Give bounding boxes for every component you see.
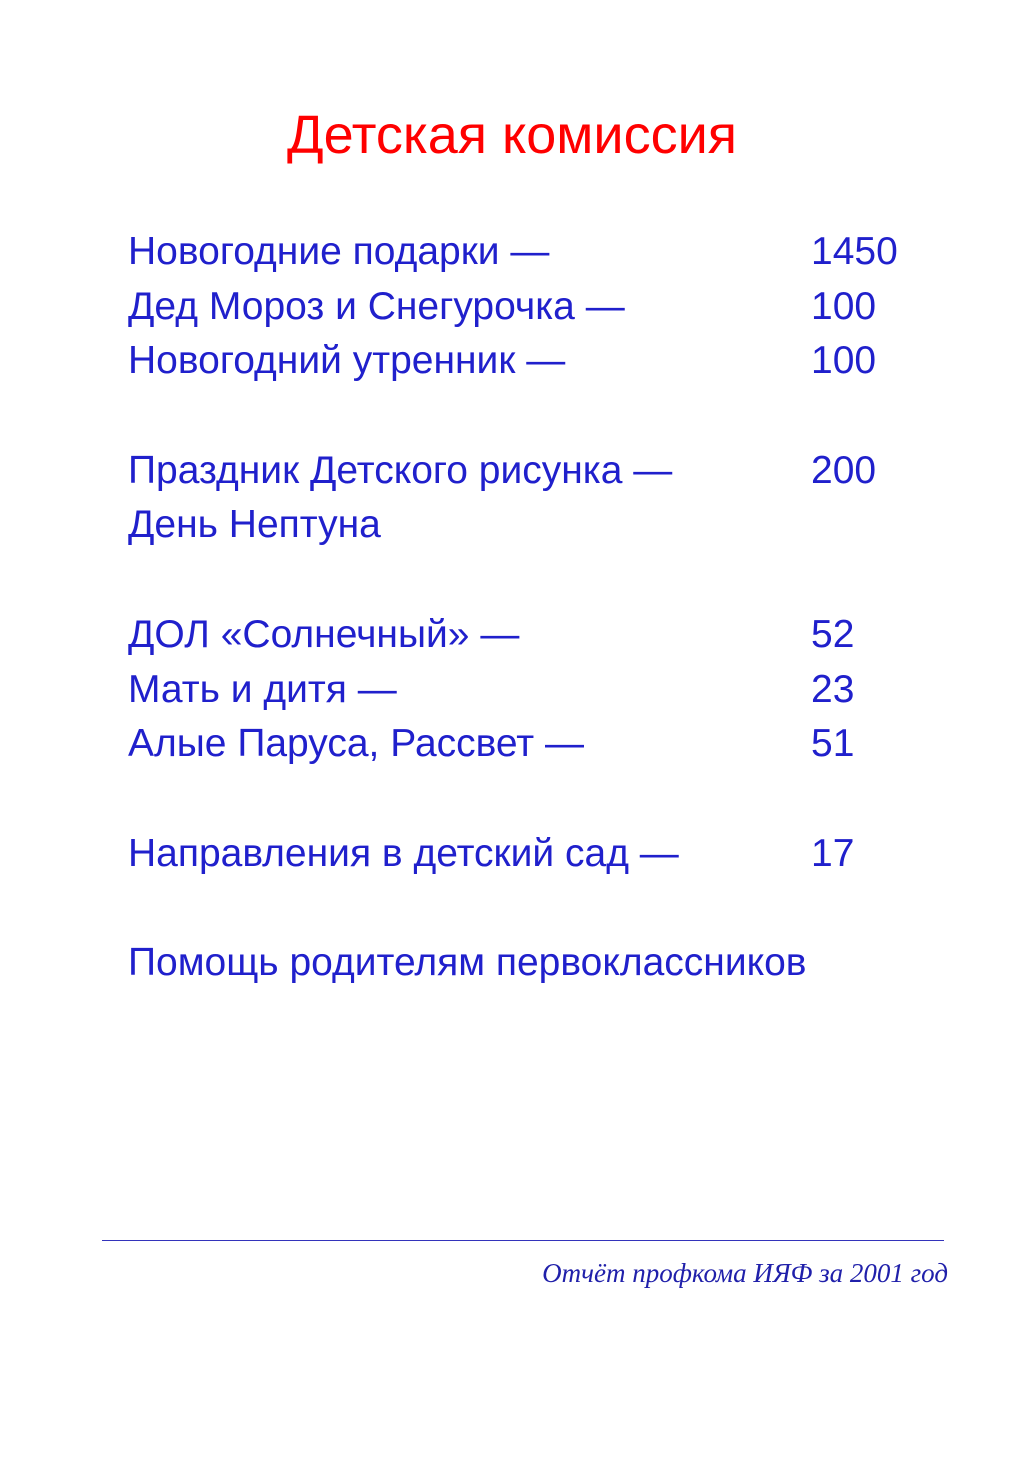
list-item bbox=[128, 936, 988, 991]
item-value: 1450 bbox=[811, 230, 898, 273]
item-label: Помощь родителям первоклассников bbox=[128, 940, 807, 984]
item-value: 17 bbox=[811, 831, 855, 875]
list-item bbox=[128, 827, 988, 882]
item-label: День Нептуна bbox=[128, 503, 381, 547]
item-value: 200 bbox=[811, 448, 877, 492]
item-label: Праздник Детского рисунка — bbox=[128, 448, 673, 492]
list-item bbox=[128, 663, 988, 718]
commission-list bbox=[128, 225, 988, 991]
item-label: Мать и дитя — bbox=[128, 667, 397, 711]
item-label: Новогодний утренник — bbox=[128, 339, 566, 383]
item-value: 23 bbox=[811, 667, 855, 711]
footer-caption: Отчёт профкома ИЯФ за 2001 год bbox=[542, 1258, 948, 1288]
item-value: 100 bbox=[811, 284, 877, 328]
item-value: 100 bbox=[811, 339, 877, 383]
item-value: 52 bbox=[811, 612, 855, 656]
item-label: Новогодние подарки — bbox=[128, 230, 550, 273]
list-item bbox=[128, 225, 988, 280]
list-item bbox=[128, 280, 988, 335]
list-item bbox=[128, 717, 988, 772]
list-item bbox=[128, 334, 988, 389]
list-item bbox=[128, 444, 988, 499]
list-item bbox=[128, 608, 988, 663]
list-item bbox=[128, 498, 988, 553]
item-label: ДОЛ «Солнечный» — bbox=[128, 612, 520, 656]
item-label: Дед Мороз и Снегурочка — bbox=[128, 284, 625, 328]
item-label: Направления в детский сад — bbox=[128, 831, 679, 875]
group-spacer bbox=[128, 389, 988, 444]
footer-divider bbox=[102, 1240, 944, 1241]
group-spacer bbox=[128, 881, 988, 936]
item-label: Алые Паруса, Рассвет — bbox=[128, 722, 585, 766]
group-spacer bbox=[128, 553, 988, 608]
item-value: 51 bbox=[811, 722, 855, 766]
page-title: Детская комиссия bbox=[287, 105, 737, 165]
group-spacer bbox=[128, 772, 988, 827]
